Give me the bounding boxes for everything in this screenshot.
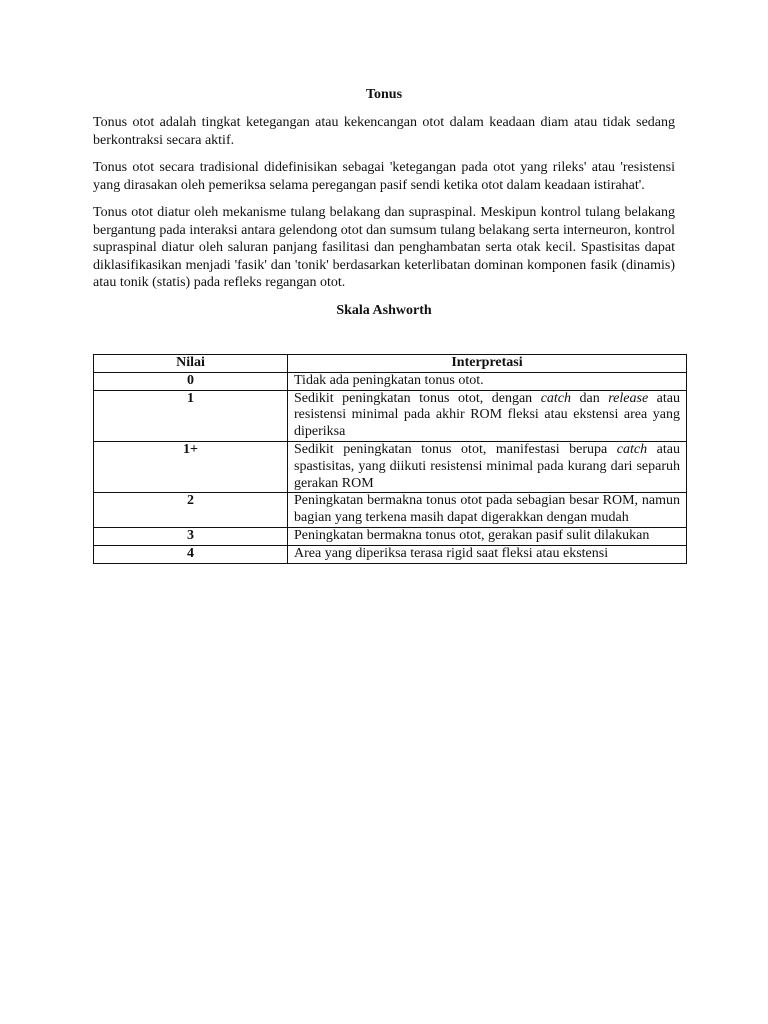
table-row [94, 527, 687, 545]
emphasized-term: release [608, 390, 649, 406]
interpretasi-text: Sedikit peningkatan tonus otot, dengan [294, 390, 541, 406]
table-row [94, 493, 687, 528]
nilai-cell: 1 [94, 390, 288, 441]
nilai-cell: 2 [94, 493, 288, 528]
table-row [94, 372, 687, 390]
nilai-cell: 4 [94, 545, 288, 563]
document-title: Tonus [365, 87, 403, 102]
interpretasi-cell [288, 441, 687, 492]
header-interpretasi: Interpretasi [288, 355, 687, 373]
table-body [94, 372, 687, 563]
interpretasi-cell [288, 493, 687, 528]
interpretasi-text: Peningkatan bermakna tonus otot pada sebagian besar ROM, namun bagian yang terkena masih dapat digerakkan dengan mudah [294, 493, 680, 526]
paragraph-traditional-definition: Tonus otot secara tradisional didefinisikan sebagai 'ketegangan pada otot yang rileks' atau 'resistensi yang dirasakan oleh pemeriksa selama peregangan pasif sendi ketika otot dalam keadaan istirahat'. [93, 160, 675, 193]
nilai-cell: 3 [94, 527, 288, 545]
interpretasi-text: atau resistensi minimal pada akhir ROM fleksi atau ekstensi area yang diperiksa [294, 390, 680, 440]
interpretasi-text: Sedikit peningkatan tonus otot, manifestasi berupa [294, 441, 617, 457]
emphasized-term: catch [540, 390, 572, 406]
table-row [94, 441, 687, 492]
interpretasi-text: dan [571, 390, 609, 406]
paragraph-definition: Tonus otot adalah tingkat ketegangan atau kekencangan otot dalam keadaan diam atau tidak sedang berkontraksi secara aktif. [93, 115, 675, 148]
interpretasi-text: Peningkatan bermakna tonus otot, gerakan pasif sulit dilakukan [294, 527, 650, 543]
interpretasi-cell [288, 545, 687, 563]
table-header-row [94, 355, 687, 373]
interpretasi-text: Area yang diperiksa terasa rigid saat fleksi atau ekstensi [294, 545, 609, 561]
paragraph-regulation: Tonus otot diatur oleh mekanisme tulang belakang dan supraspinal. Meskipun kontrol tulang belakang bergantung pada interaksi antara gelendong otot dan sumsum tulang belakang serta interneuron, kontrol supraspinal diatur oleh saluran panjang fasilitasi dan penghambatan serta otak kecil. Spastisitas dapat diklasifikasikan menjadi 'fasik' dan 'tonik' berdasarkan keterlibatan dominan komponen fasik (dinamis) atau tonik (statis) pada refleks regangan otot. [93, 205, 675, 290]
interpretasi-cell [288, 372, 687, 390]
document-page [93, 86, 675, 331]
header-nilai: Nilai [94, 355, 288, 373]
interpretasi-text: Tidak ada peningkatan tonus otot. [294, 372, 484, 388]
table-title: Skala Ashworth [336, 302, 432, 318]
nilai-cell: 0 [94, 372, 288, 390]
ashworth-scale-table [93, 354, 687, 564]
interpretasi-text: atau spastisitas, yang diikuti resistensi minimal pada kurang dari separuh gerakan ROM [294, 441, 680, 491]
nilai-cell: 1+ [94, 441, 288, 492]
table-row [94, 390, 687, 441]
interpretasi-cell [288, 390, 687, 441]
table-row [94, 545, 687, 563]
emphasized-term: catch [616, 441, 648, 457]
interpretasi-cell [288, 527, 687, 545]
